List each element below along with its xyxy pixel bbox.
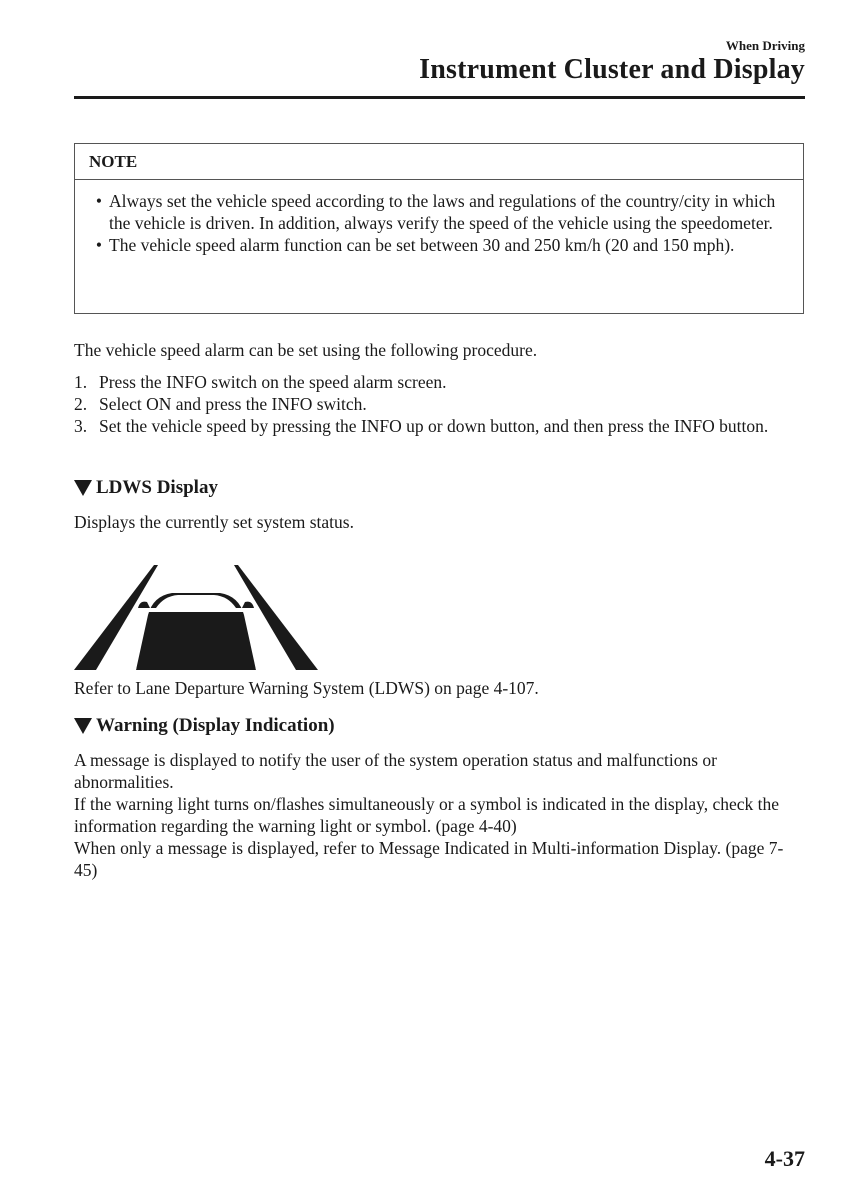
note-bullet xyxy=(89,234,791,256)
procedure-list xyxy=(74,371,804,437)
ldws-heading-text: LDWS Display xyxy=(96,477,218,498)
step-number: 3. xyxy=(74,416,88,436)
note-bullet-text: The vehicle speed alarm function can be set between 30 and 250 km/h (20 and 150 mph). xyxy=(109,235,735,255)
warning-paragraph: When only a message is displayed, refer to Message Indicated in Multi-information Display. (page 7-45) xyxy=(74,838,784,880)
page-number: 4-37 xyxy=(764,1146,805,1171)
procedure-step xyxy=(74,371,804,393)
ldws-description: Displays the currently set system status. xyxy=(74,512,354,532)
note-heading: NOTE xyxy=(75,144,803,180)
speed-alarm-intro: The vehicle speed alarm can be set using the following procedure. xyxy=(74,340,538,360)
step-number: 2. xyxy=(74,394,88,414)
note-body xyxy=(75,180,803,256)
warning-body xyxy=(74,749,804,881)
triangle-down-icon xyxy=(74,718,92,734)
note-bullet xyxy=(89,190,791,234)
bullet-dot: • xyxy=(95,235,103,255)
step-text: Set the vehicle speed by pressing the INFO up or down button, and then press the INFO button. xyxy=(99,416,769,436)
warning-paragraph: If the warning light turns on/flashes simultaneously or a symbol is indicated in the display, check the information regarding the warning light or symbol. (page 4-40) xyxy=(74,794,780,836)
page-title: Instrument Cluster and Display xyxy=(419,54,805,85)
ldws-lane-car-icon xyxy=(74,563,318,673)
ldws-heading xyxy=(74,476,218,500)
ldws-reference: Refer to Lane Departure Warning System (LDWS) on page 4-107. xyxy=(74,678,539,698)
step-text: Press the INFO switch on the speed alarm screen. xyxy=(99,372,447,392)
note-bullet-text: Always set the vehicle speed according to the laws and regulations of the country/city in which the vehicle is driven. In addition, always verify the speed of the vehicle using the speedometer. xyxy=(109,191,776,233)
section-label: When Driving xyxy=(725,38,805,53)
header-rule xyxy=(74,96,805,99)
warning-paragraph: A message is displayed to notify the user of the system operation status and malfunctions or abnormalities. xyxy=(74,750,718,792)
triangle-down-icon xyxy=(74,480,92,496)
step-text: Select ON and press the INFO switch. xyxy=(99,394,367,414)
note-box xyxy=(74,143,804,314)
bullet-dot: • xyxy=(95,191,103,211)
step-number: 1. xyxy=(74,372,88,392)
procedure-step xyxy=(74,415,804,437)
warning-heading-text: Warning (Display Indication) xyxy=(96,715,335,736)
procedure-step xyxy=(74,393,804,415)
warning-heading xyxy=(74,714,335,738)
